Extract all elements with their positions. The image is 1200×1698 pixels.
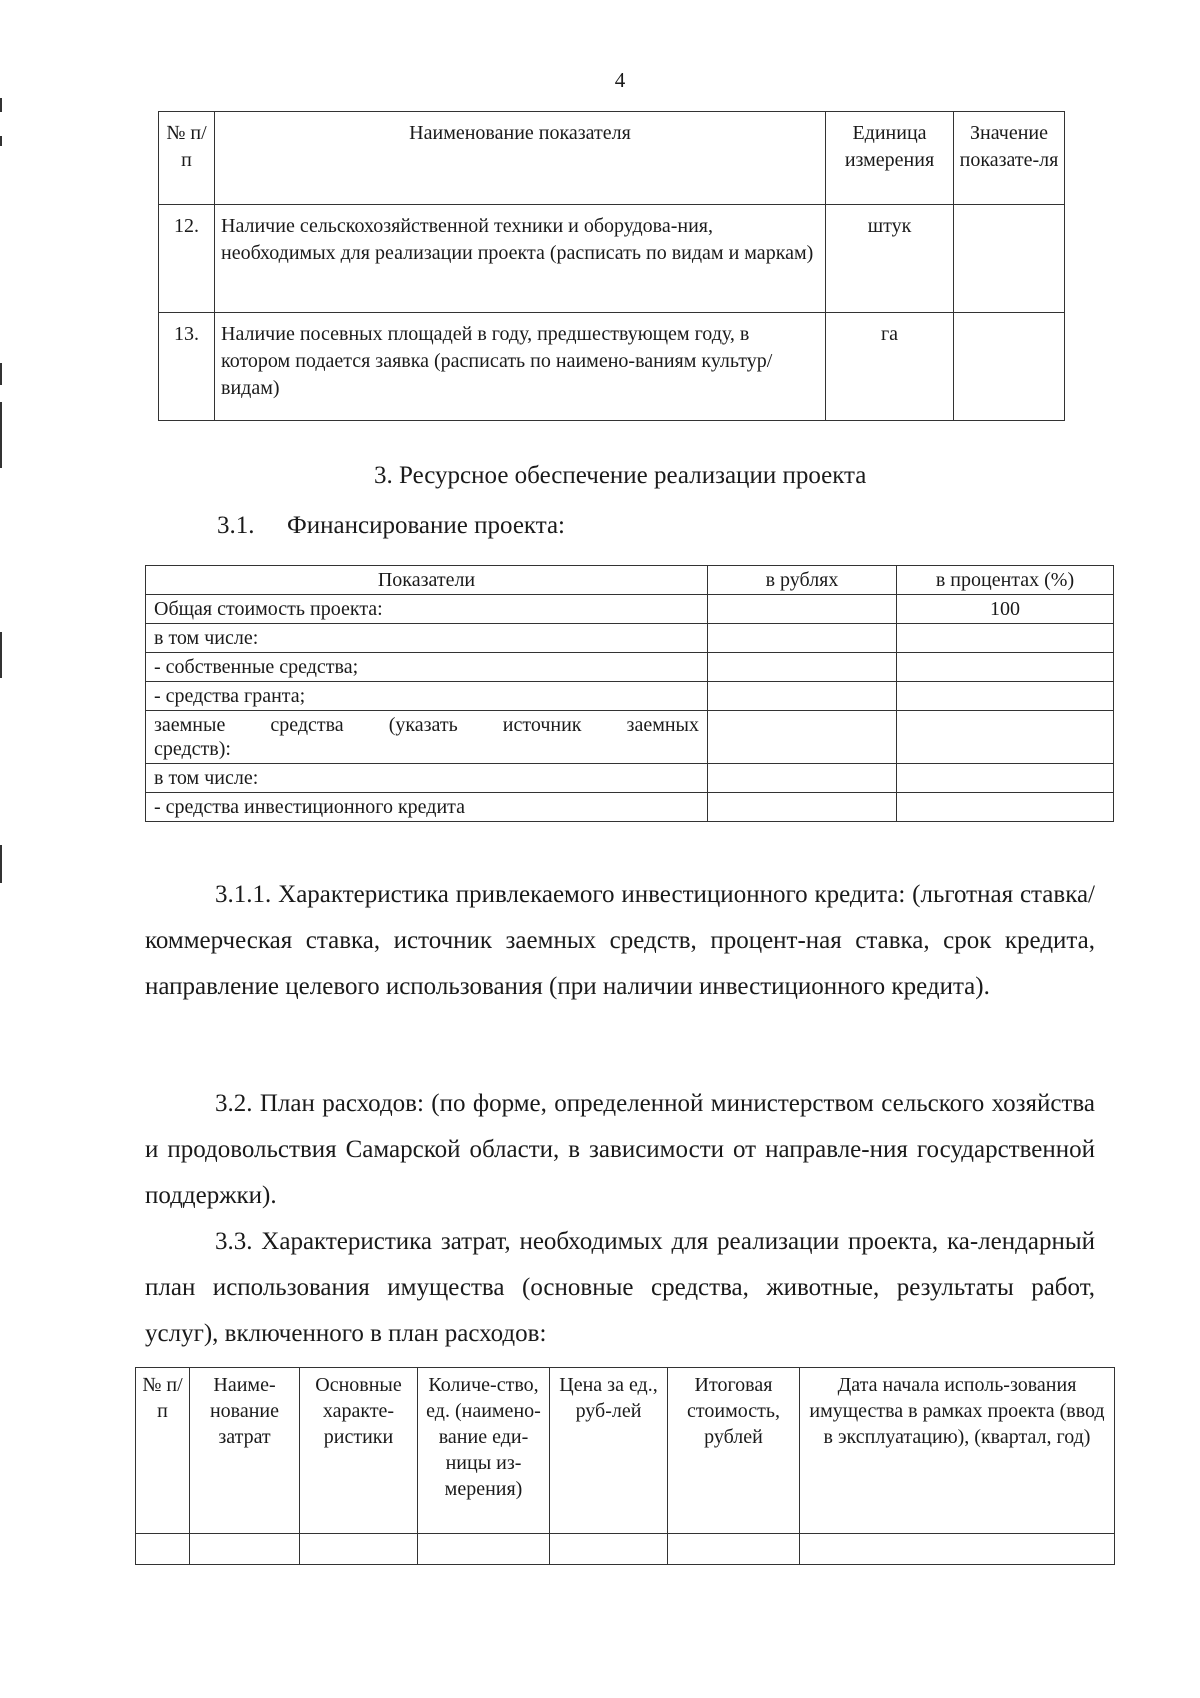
table-row: [146, 793, 1114, 822]
scan-edge-mark: [0, 632, 2, 678]
row-percent[interactable]: [897, 793, 1114, 822]
row-name-line: средств):: [154, 738, 231, 760]
header-indicators: Показатели: [146, 566, 708, 595]
paragraph-number: 3.1.1.: [215, 881, 272, 908]
financing-table: [145, 565, 1114, 822]
row-name-line: заемные средства (указать источник заемных: [154, 714, 699, 736]
row-rubles[interactable]: [708, 711, 897, 764]
row-value[interactable]: [954, 205, 1065, 313]
row-percent[interactable]: 100: [897, 595, 1114, 624]
expenses-table: [135, 1367, 1115, 1565]
row-rubles[interactable]: [708, 764, 897, 793]
row-rubles[interactable]: [708, 653, 897, 682]
row-name: - средства гранта;: [146, 682, 708, 711]
header-total-cost: Итоговая стоимость, рублей: [668, 1368, 800, 1534]
table-row: [159, 313, 1065, 421]
row-name: [146, 711, 708, 764]
row-percent[interactable]: [897, 682, 1114, 711]
header-name: Наименование показателя: [215, 112, 826, 205]
header-percent: в процентах (%): [897, 566, 1114, 595]
header-num: № п/п: [136, 1368, 190, 1534]
row-rubles[interactable]: [708, 624, 897, 653]
row-name: Наличие сельскохозяйственной техники и оборудова-ния, необходимых для реализации проекта (расписать по видам и маркам): [215, 205, 826, 313]
table-cell[interactable]: [550, 1534, 668, 1565]
row-percent[interactable]: [897, 624, 1114, 653]
header-rubles: в рублях: [708, 566, 897, 595]
paragraph-3-2: [145, 1081, 1095, 1219]
paragraph-text: 3.2. План расходов: (по форме, определенной министерством сельского хозяйства и продовольствия Самарской области, в зависимости от направле-ния государственной поддержки).: [145, 1090, 1095, 1209]
row-rubles[interactable]: [708, 595, 897, 624]
row-name: - собственные средства;: [146, 653, 708, 682]
table-row: [146, 682, 1114, 711]
table-row: [159, 205, 1065, 313]
header-start-date: Дата начала исполь-зования имущества в рамках проекта (ввод в эксплуатацию), (квартал, год): [800, 1368, 1115, 1534]
table-header-row: [159, 112, 1065, 205]
scan-edge-mark: [0, 136, 2, 146]
row-name: - средства инвестиционного кредита: [146, 793, 708, 822]
scan-edge-mark: [0, 98, 2, 112]
indicators-table: [158, 111, 1065, 421]
row-unit: штук: [826, 205, 954, 313]
table-cell[interactable]: [418, 1534, 550, 1565]
scan-edge-mark: [0, 402, 2, 468]
row-name: в том числе:: [146, 764, 708, 793]
table-row: [136, 1534, 1115, 1565]
row-unit: га: [826, 313, 954, 421]
paragraph-3-1-1: [145, 872, 1095, 1010]
paragraph-3-3: [145, 1219, 1095, 1357]
table-header-row: [136, 1368, 1115, 1534]
table-cell[interactable]: [300, 1534, 418, 1565]
table-cell[interactable]: [190, 1534, 300, 1565]
header-value: Значение показате-ля: [954, 112, 1065, 205]
table-row: [146, 595, 1114, 624]
table-cell[interactable]: [668, 1534, 800, 1565]
subsection-title: [217, 512, 565, 540]
row-num: 13.: [159, 313, 215, 421]
scan-edge-mark: [0, 845, 2, 883]
header-expense-name: Наиме-нование затрат: [190, 1368, 300, 1534]
table-row: [146, 764, 1114, 793]
row-rubles[interactable]: [708, 793, 897, 822]
scan-edge-mark: [0, 363, 2, 385]
row-percent[interactable]: [897, 711, 1114, 764]
section-title: 3. Ресурсное обеспечение реализации проекта: [374, 462, 867, 489]
table-header-row: [146, 566, 1114, 595]
table-row: [146, 653, 1114, 682]
header-num: № п/п: [159, 112, 215, 205]
header-unit: Единица измерения: [826, 112, 954, 205]
row-percent[interactable]: [897, 653, 1114, 682]
page-number: 4: [614, 68, 626, 92]
row-rubles[interactable]: [708, 682, 897, 711]
header-characteristics: Основные характе-ристики: [300, 1368, 418, 1534]
row-num: 12.: [159, 205, 215, 313]
paragraph-text: Характеристика привлекаемого инвестиционного кредита: (льготная ставка/коммерческая ставка, источник заемных средств, процент-ная ставка, срок кредита, направление целевого использования (при наличии инвестиционного кредита).: [145, 881, 1095, 1000]
header-unit-price: Цена за ед., руб-лей: [550, 1368, 668, 1534]
table-cell[interactable]: [800, 1534, 1115, 1565]
row-name: в том числе:: [146, 624, 708, 653]
row-name: Общая стоимость проекта:: [146, 595, 708, 624]
header-quantity: Количе-ство, ед. (наимено-вание еди-ницы из-мерения): [418, 1368, 550, 1534]
table-row: [146, 711, 1114, 764]
table-cell[interactable]: [136, 1534, 190, 1565]
paragraph-text: 3.3. Характеристика затрат, необходимых для реализации проекта, ка-лендарный план использования имущества (основные средства, животные, результаты работ, услуг), включенного в план расходов:: [145, 1228, 1095, 1347]
subsection-label: Финансирование проекта:: [287, 512, 566, 539]
row-percent[interactable]: [897, 764, 1114, 793]
subsection-number: 3.1.: [217, 512, 255, 539]
table-row: [146, 624, 1114, 653]
row-name: Наличие посевных площадей в году, предшествующем году, в котором подается заявка (расписать по наимено-ваниям культур/видам): [215, 313, 826, 421]
row-value[interactable]: [954, 313, 1065, 421]
